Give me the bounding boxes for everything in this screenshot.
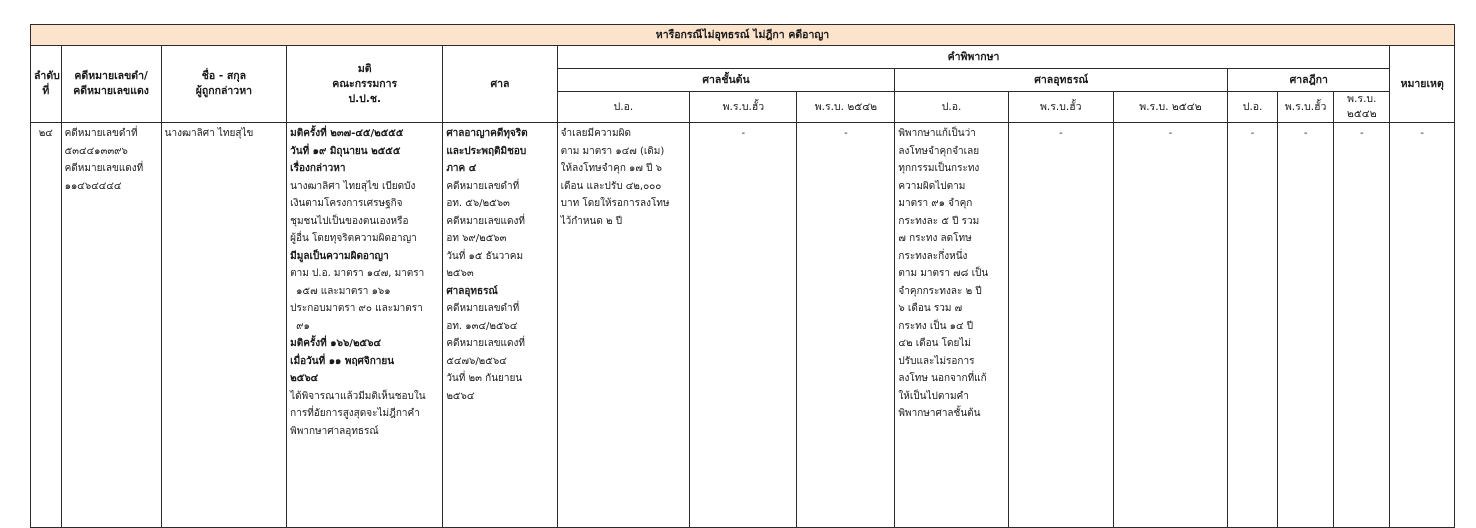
cell-text-line: พิพากษาศาลชั้นต้น: [898, 408, 981, 419]
cell-text-line: ทุกกรรมเป็นกระทง: [898, 163, 980, 174]
cell-text-line: มติครั้งที่ ๑๖๖/๒๕๖๔: [290, 338, 382, 349]
cell-appeal-act-2542: -: [1113, 123, 1227, 528]
header-supreme-penal-code: ป.อ.: [1228, 92, 1278, 123]
cell-court: [443, 123, 557, 528]
cell-text-line: ๒๕๖๓: [446, 268, 474, 279]
table-row: [31, 123, 1455, 528]
cell-text-line: กระทง เป็น ๑๔ ปี: [898, 320, 974, 332]
header-accused-name-line-2: ผู้ถูกกล่าวหา: [195, 85, 253, 97]
header-first-collusion-act: พ.ร.บ.ฮั้ว: [690, 92, 797, 123]
header-resolution-line-2: คณะกรรมการ: [332, 77, 398, 90]
cell-first-penal-code: [557, 123, 690, 528]
cell-text-line: คดีหมายเลขดำที่: [446, 303, 520, 314]
header-resolution-line-1: มติ: [357, 62, 372, 75]
cell-text-line: ๙๑: [296, 320, 310, 332]
header-appeal-collusion-act: พ.ร.บ.ฮั้ว: [1008, 92, 1113, 123]
cell-supreme-act-2542: -: [1334, 123, 1390, 528]
cell-text-line: จำคุกกระทงละ ๒ ปี: [898, 285, 982, 297]
header-first-penal-code: ป.อ.: [557, 92, 690, 123]
cell-text-line: พิพากษาศาลอุทธรณ์: [290, 425, 379, 437]
cell-order: ๒๔: [31, 123, 62, 528]
cell-resolution: [287, 123, 443, 528]
cell-text-line: ให้ลงโทษจำคุก ๑๗ ปี ๖: [560, 163, 662, 174]
cell-text-line: ผู้อื่น โดยทุจริตความผิดอาญา: [290, 233, 417, 244]
cell-text-line: กระทงละกึ่งหนึ่ง: [898, 250, 968, 262]
cell-text-line: ไว้กำหนด ๒ ปี: [560, 215, 623, 227]
header-order: ลำดับที่: [31, 46, 62, 123]
header-supreme-collusion-act: พ.ร.บ.ฮั้ว: [1278, 92, 1334, 123]
header-court: ศาล: [443, 46, 557, 123]
cell-case-number: [61, 123, 161, 528]
header-supreme-court: ศาลฎีกา: [1228, 69, 1390, 92]
cell-text-line: พิพากษาแก้เป็นว่า: [898, 128, 976, 139]
case-number-line: ๑๑๔๖๔๔๔๔: [64, 180, 122, 192]
table-title: หารือกรณีไม่อุทธรณ์ ไม่ฎีกา คดีอาญา: [31, 25, 1455, 46]
cell-text-line: ตาม ป.อ. มาตรา ๑๔๗, มาตรา: [290, 268, 425, 279]
header-resolution-line-3: ป.ป.ช.: [348, 92, 381, 105]
cell-text-line: และประพฤติมิชอบ: [446, 145, 527, 157]
cell-text-line: การที่อัยการสูงสุดจะไม่ฎีกาคำ: [290, 408, 420, 419]
cell-text-line: ศาลอาญาคดีทุจริต: [446, 128, 528, 139]
cell-text-line: มาตรา ๙๑ จำคุก: [898, 198, 973, 209]
cell-first-act-2542: -: [797, 123, 895, 528]
header-appeal-penal-code: ป.อ.: [895, 92, 1008, 123]
cell-text-line: ๗ กระทง ลดโทษ: [898, 233, 972, 244]
cell-text-line: เรื่องกล่าวหา: [290, 163, 346, 174]
cell-supreme-collusion-act: -: [1278, 123, 1334, 528]
case-number-line: คดีหมายเลขแดงที่: [64, 163, 144, 174]
cell-text-line: ๕๔๗๖/๒๕๖๔: [446, 355, 507, 367]
cell-text-line: อท ๖๙/๒๕๖๓: [446, 233, 507, 244]
cell-text-line: นางฒาลิศา ไทยสุไข เบียดบัง: [290, 180, 416, 192]
header-remark: หมายเหตุ: [1390, 46, 1455, 123]
cell-text-line: ให้เป็นไปตามคำ: [898, 390, 969, 402]
cell-text-line: ตาม มาตรา ๑๔๗ (เดิม): [560, 145, 665, 157]
header-appeal-act-2542: พ.ร.บ. ๒๕๔๒: [1113, 92, 1227, 123]
cell-text-line: ๒๕๖๔: [446, 390, 475, 402]
header-first-act-2542: พ.ร.บ. ๒๕๔๒: [797, 92, 895, 123]
cell-text-line: มีมูลเป็นความผิดอาญา: [290, 250, 389, 262]
case-number-line: คดีหมายเลขดำที่: [64, 128, 138, 139]
header-case-number-line-2: คดีหมายเลขแดง: [73, 85, 149, 97]
cell-text-line: เดือน และปรับ ๔๒,๐๐๐: [560, 180, 662, 192]
cell-text-line: ๑๕๗ และมาตรา ๑๖๑: [296, 285, 391, 297]
header-case-number: [61, 46, 161, 123]
cell-supreme-penal-code: -: [1228, 123, 1278, 528]
cell-text-line: ศาลอุทธรณ์: [446, 285, 498, 297]
header-accused-name-line-1: ชื่อ - สกุล: [201, 70, 247, 82]
cell-text-line: คดีหมายเลขแดงที่: [446, 215, 525, 227]
cell-appeal-collusion-act: -: [1008, 123, 1113, 528]
cell-text-line: ตาม มาตรา ๗๘ เป็น: [898, 268, 989, 279]
cell-text-line: ลงโทษ นอกจากที่แก้: [898, 373, 987, 384]
cell-text-line: ชุมชนไปเป็นของตนเองหรือ: [290, 215, 409, 227]
cell-appeal-penal-code: [895, 123, 1008, 528]
cell-text-line: เงินตามโครงการเศรษฐกิจ: [290, 198, 403, 209]
cell-text-line: อท. ๕๖/๒๕๖๓: [446, 198, 510, 209]
case-table: [30, 24, 1455, 528]
cell-text-line: คดีหมายเลขแดงที่: [446, 338, 525, 349]
cell-text-line: เมื่อวันที่ ๑๑ พฤศจิกายน: [290, 355, 395, 367]
header-supreme-act-2542: พ.ร.บ. ๒๕๔๒: [1334, 92, 1390, 123]
cell-accused-name: นางฒาลิศา ไทยสุไข: [161, 123, 287, 528]
cell-remark: -: [1390, 123, 1455, 528]
header-case-number-line-1: คดีหมายเลขดำ/: [74, 70, 148, 82]
cell-text-line: วันที่ ๑๕ ธันวาคม: [446, 250, 524, 262]
header-judgment: คำพิพากษา: [557, 46, 1390, 69]
cell-text-line: ลงโทษจำคุกจำเลย: [898, 145, 980, 157]
cell-text-line: มติครั้งที่ ๒๓๗-๔๕/๒๕๕๕: [290, 128, 404, 139]
cell-text-line: ๒๕๖๔: [290, 373, 319, 384]
case-number-line: ๕๓๔๔๑๓๓๙๖: [64, 145, 128, 157]
cell-text-line: ประกอบมาตรา ๙๐ และมาตรา: [290, 303, 423, 314]
cell-text-line: ๔๒ เดือน โดยไม่: [898, 338, 972, 349]
cell-text-line: วันที่ ๒๓ กันยายน: [446, 373, 523, 384]
header-first-instance-court: ศาลชั้นต้น: [557, 69, 895, 92]
cell-text-line: อท. ๑๓๔/๒๕๖๔: [446, 320, 518, 332]
cell-text-line: ความผิดไปตาม: [898, 180, 966, 192]
header-accused-name: [161, 46, 287, 123]
cell-text-line: คดีหมายเลขดำที่: [446, 180, 520, 192]
cell-text-line: ภาค ๔: [446, 163, 477, 174]
cell-first-collusion-act: -: [690, 123, 797, 528]
cell-text-line: ๖ เดือน รวม ๗: [898, 303, 963, 314]
cell-text-line: กระทงละ ๕ ปี รวม: [898, 215, 980, 227]
cell-text-line: วันที่ ๑๙ มิถุนายน ๒๕๕๕: [290, 145, 401, 157]
cell-text-line: จำเลยมีความผิด: [560, 128, 631, 139]
header-appeal-court: ศาลอุทธรณ์: [895, 69, 1228, 92]
cell-text-line: ได้พิจารณาแล้วมีมติเห็นชอบใน: [290, 390, 426, 402]
cell-text-line: บาท โดยให้รอการลงโทษ: [560, 198, 670, 209]
cell-text-line: ปรับและไม่รอการ: [898, 355, 975, 367]
header-committee-resolution: [287, 46, 443, 123]
